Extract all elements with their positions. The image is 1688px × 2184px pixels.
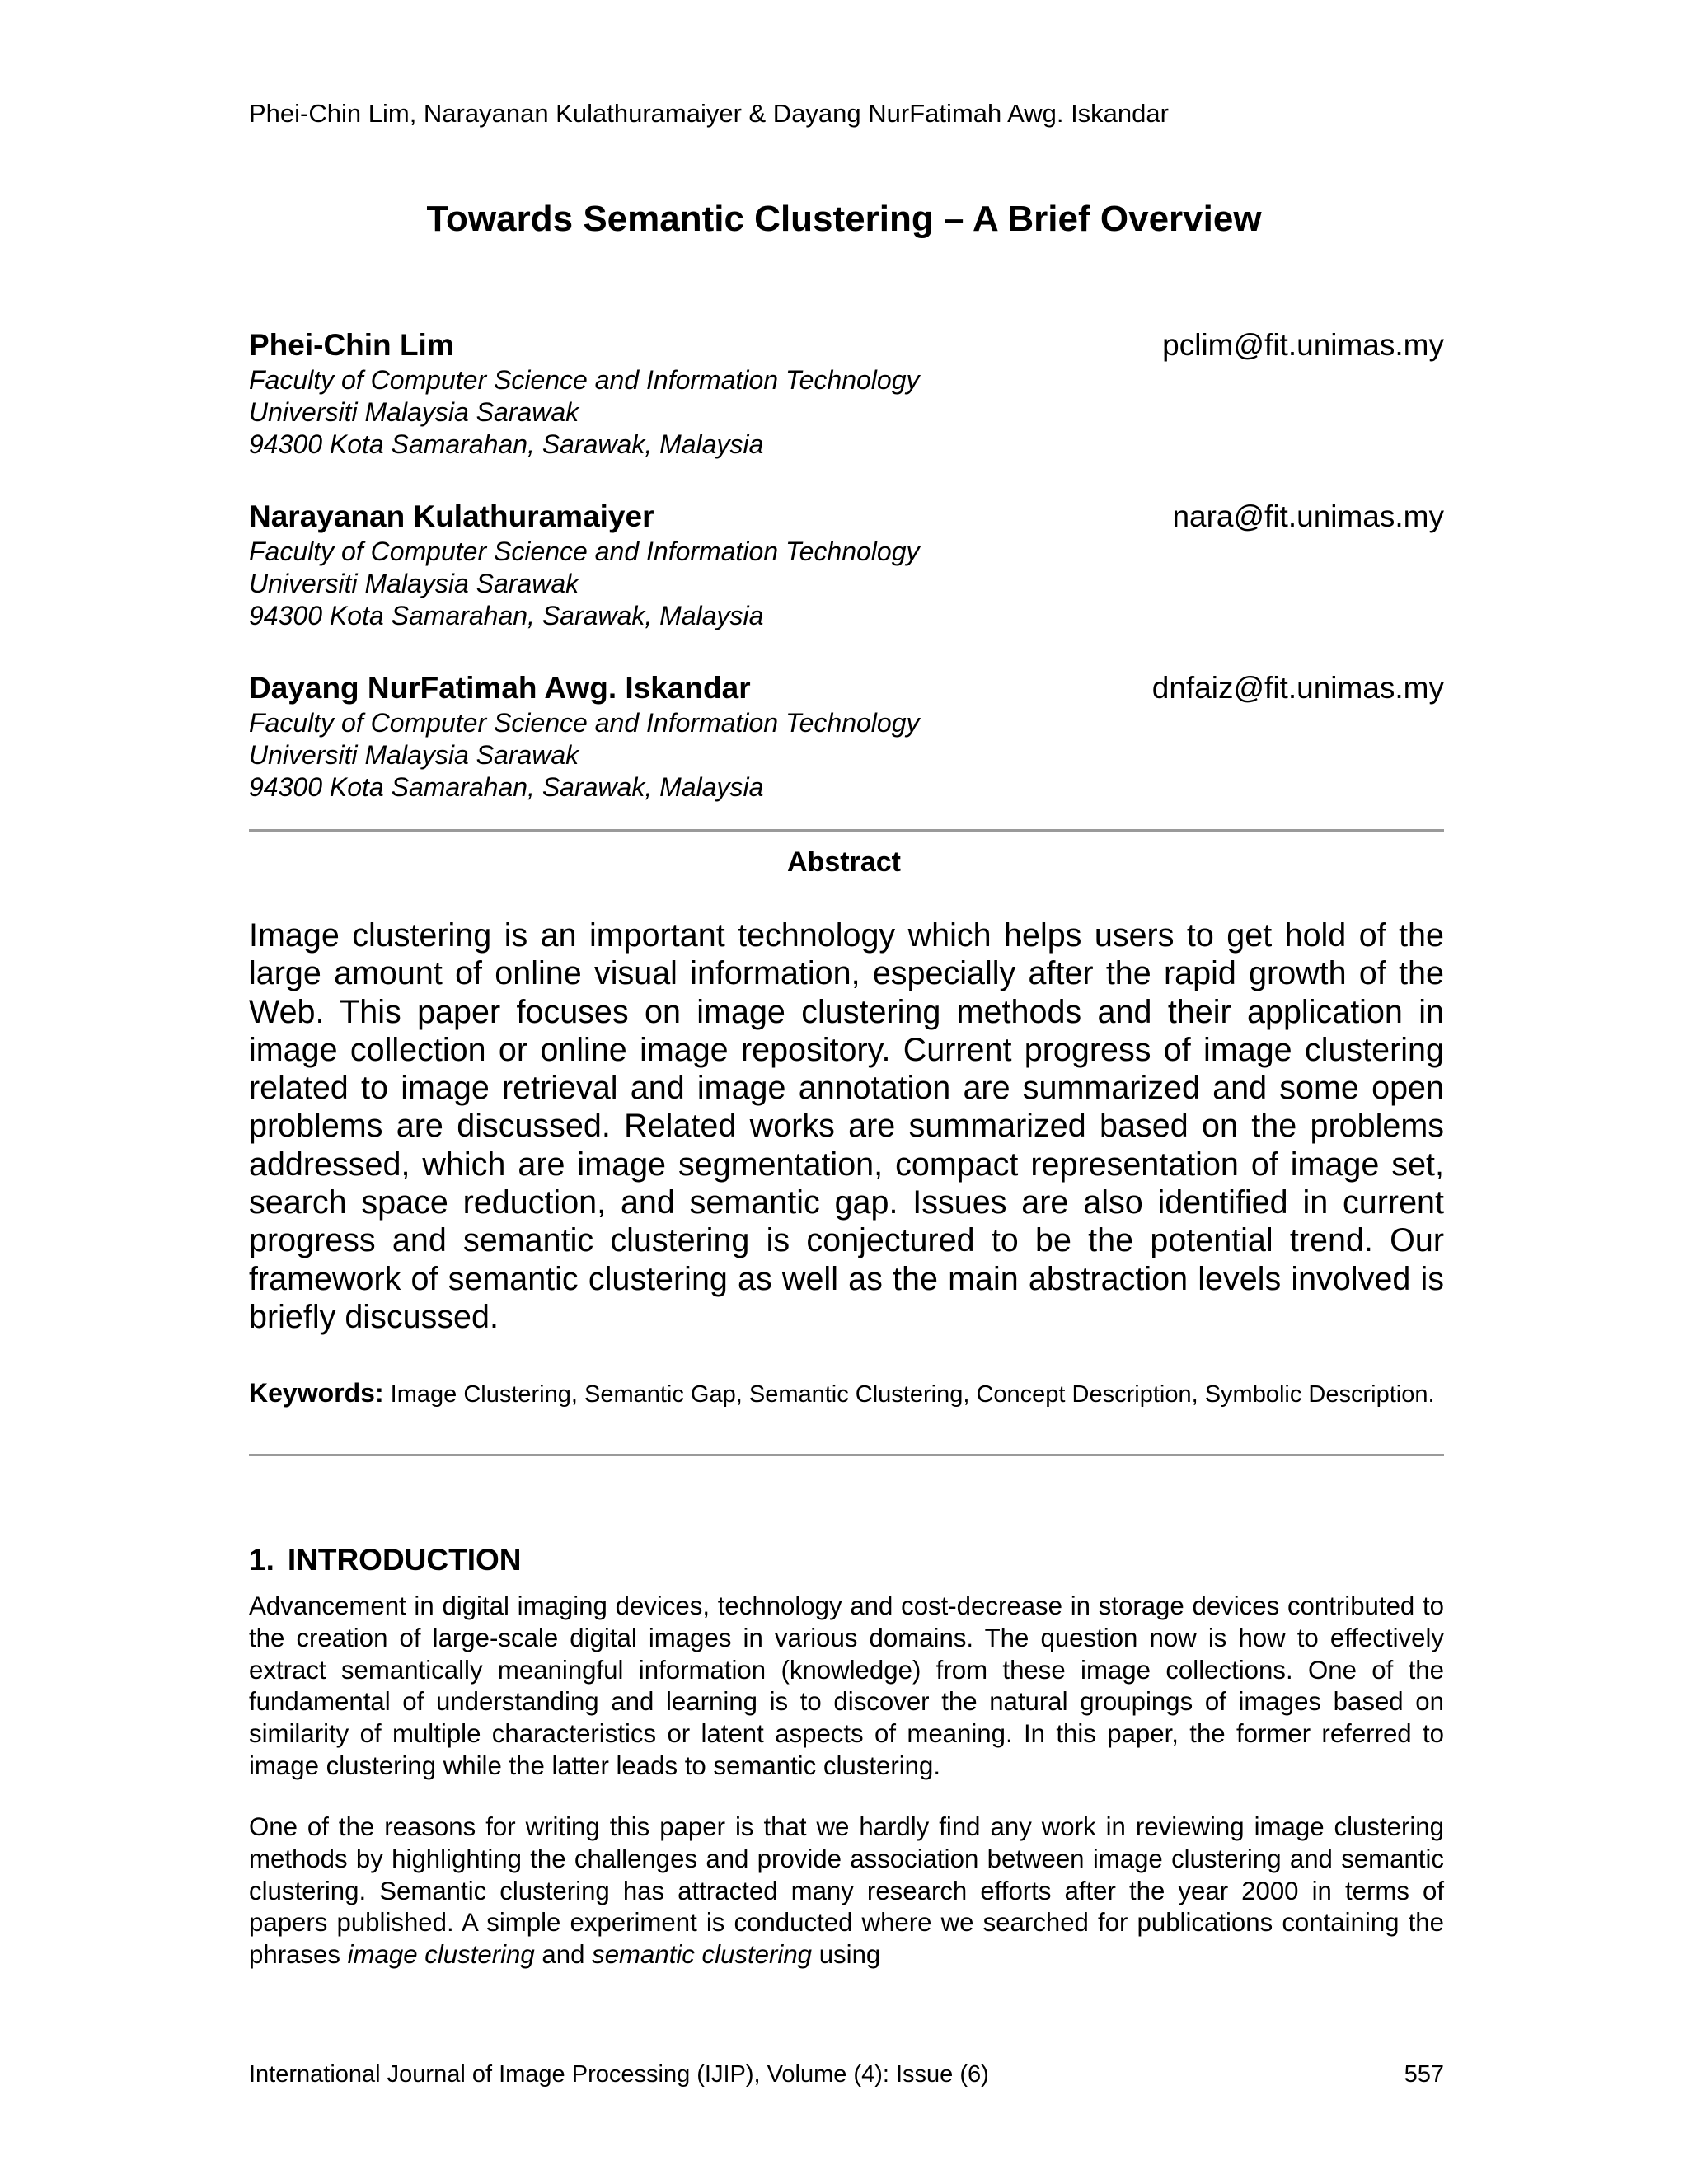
paragraph-text: using (812, 1940, 881, 1970)
page-number: 557 (1404, 2061, 1444, 2088)
author-affiliation-line: Faculty of Computer Science and Information Technology (249, 537, 920, 566)
author-affiliation-line: 94300 Kota Samarahan, Sarawak, Malaysia (249, 601, 764, 630)
author-affiliation-line: Universiti Malaysia Sarawak (249, 740, 579, 770)
section-title: INTRODUCTION (287, 1543, 522, 1577)
author-name: Dayang NurFatimah Awg. Iskandar (249, 671, 751, 705)
abstract-body: Image clustering is an important technology which helps users to get hold of the large amount of online visual information, especially after the rapid growth of the Web. This paper focuses on image clustering methods and their application in image collection or online image repository. Current progress of image clustering related to image retrieval and image annotation are summarized and some open problems are discussed. Related works are summarized based on the problems addressed, which are image segmentation, compact representation of image set, search space reduction, and semantic gap. Issues are also identified in current progress and semantic clustering is conjectured to be the potential trend. Our framework of semantic clustering as well as the main abstraction levels involved is briefly discussed. (249, 917, 1444, 1335)
intro-paragraph-1: Advancement in digital imaging devices, technology and cost-decrease in storage devices contributed to the creation of large-scale digital images in various domains. The question now is how to effectively extract semantically meaningful information (knowledge) from these image collections. One of the fundamental of understanding and learning is to discover the natural groupings of images based on similarity of multiple characteristics or latent aspects of meaning. In this paper, the former referred to image clustering while the latter leads to semantic clustering. (249, 1591, 1444, 1780)
section-number: 1. (249, 1543, 274, 1577)
paragraph-text: One of the reasons for writing this paper is that we hardly find any work in reviewing image clustering methods by highlighting the challenges and provide association between image clustering and semantic clustering. Semantic clustering has attracted many research efforts after the year 2000 in terms of papers published. A simple experiment is conducted where we searched for publications containing the phrases (249, 1812, 1444, 1970)
paper-title: Towards Semantic Clustering – A Brief Overview (426, 199, 1262, 239)
author-affiliation-line: 94300 Kota Samarahan, Sarawak, Malaysia (249, 429, 764, 459)
author-affiliation-line: Faculty of Computer Science and Information Technology (249, 708, 920, 738)
section-heading (249, 1541, 522, 1579)
paragraph-text: and (534, 1940, 593, 1970)
keywords-text: Image Clustering, Semantic Gap, Semantic Clustering, Concept Description, Symbolic Description. (390, 1381, 1435, 1408)
keywords (249, 1378, 1444, 1410)
author-affiliation-line: 94300 Kota Samarahan, Sarawak, Malaysia (249, 772, 764, 802)
author-block-2 (249, 498, 1444, 632)
author-email[interactable]: nara@fit.unimas.my (1172, 499, 1444, 533)
author-email[interactable]: dnfaiz@fit.unimas.my (1151, 671, 1444, 705)
bottom-divider (249, 1454, 1444, 1456)
page-footer (249, 2059, 1444, 2090)
footer-journal: International Journal of Image Processing (IJIP), Volume (4): Issue (6) (249, 2061, 989, 2088)
author-affiliation-line: Faculty of Computer Science and Information Technology (249, 365, 920, 395)
top-divider (249, 829, 1444, 832)
abstract-heading: Abstract (787, 846, 901, 878)
italic-phrase: semantic clustering (592, 1940, 813, 1970)
author-affiliation-line: Universiti Malaysia Sarawak (249, 569, 579, 598)
intro-paragraph-2 (249, 1811, 1444, 1971)
author-name: Phei-Chin Lim (249, 328, 454, 362)
author-block-3 (249, 669, 1444, 804)
author-affiliation-line: Universiti Malaysia Sarawak (249, 397, 579, 427)
running-head: Phei-Chin Lim, Narayanan Kulathuramaiyer & Dayang NurFatimah Awg. Iskandar (249, 99, 1169, 128)
italic-phrase: image clustering (347, 1940, 535, 1970)
author-name: Narayanan Kulathuramaiyer (249, 499, 654, 533)
author-email[interactable]: pclim@fit.unimas.my (1162, 328, 1444, 362)
keywords-label: Keywords: (249, 1378, 384, 1408)
author-block-1 (249, 326, 1444, 461)
